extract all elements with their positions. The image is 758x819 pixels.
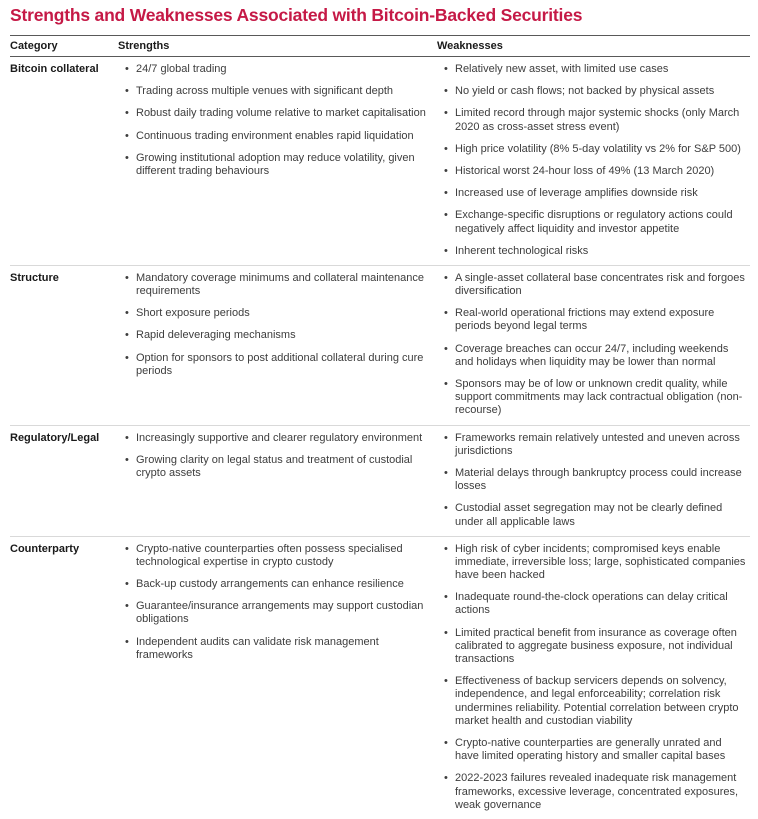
bullet-item	[118, 432, 433, 445]
column-header-category: Category	[10, 36, 118, 57]
bullet-item	[437, 737, 746, 763]
table-body	[10, 57, 750, 819]
bullet-icon: •	[444, 271, 448, 284]
weaknesses-cell	[437, 265, 750, 425]
bullet-text: Inherent technological risks	[455, 244, 589, 257]
bullet-text: Inadequate round-the-clock operations can delay critical actions	[455, 591, 728, 617]
bullet-text: Rapid deleveraging mechanisms	[136, 329, 296, 342]
table-row	[10, 536, 750, 819]
bullet-text: Continuous trading environment enables rapid liquidation	[136, 129, 414, 142]
bullet-icon: •	[444, 63, 448, 75]
bullet-text: Custodial asset segregation may not be clearly defined under all applicable laws	[455, 502, 723, 528]
category-cell: Structure	[10, 271, 59, 284]
column-header-weaknesses: Weaknesses	[437, 36, 750, 57]
category-cell: Counterparty	[10, 542, 80, 555]
category-cell: Regulatory/Legal	[10, 431, 100, 444]
strengths-list	[118, 543, 433, 662]
bullet-text: Crypto-native counterparties are generally unrated and have limited operating history and smaller capital bases	[455, 736, 726, 763]
bullet-text: Guarantee/insurance arrangements may support custodian obligations	[136, 600, 424, 626]
bullet-icon: •	[125, 63, 129, 75]
bullet-icon: •	[444, 542, 448, 555]
bullet-item	[118, 636, 433, 662]
bullet-item	[437, 543, 746, 583]
bullet-icon: •	[444, 164, 448, 177]
bullet-icon: •	[444, 431, 448, 444]
bullet-item	[118, 63, 433, 76]
bullet-item	[118, 352, 433, 378]
bullet-item	[437, 245, 746, 258]
bullet-icon: •	[444, 85, 448, 98]
bullet-text: Limited record through major systemic shocks (only March 2020 as cross-asset stress event)	[455, 107, 740, 133]
bullet-text: Relatively new asset, with limited use cases	[455, 63, 669, 75]
strengths-cell	[118, 265, 437, 425]
bullet-icon: •	[444, 187, 448, 200]
bullet-text: Exchange-specific disruptions or regulatory actions could negatively affect liquidity and investor appetite	[455, 209, 733, 235]
bullet-item	[437, 307, 746, 333]
bullet-icon: •	[125, 600, 129, 613]
weaknesses-list	[437, 543, 746, 812]
table-row	[10, 265, 750, 425]
bullet-item	[118, 130, 433, 143]
bullet-text: Mandatory coverage minimums and collateral maintenance requirements	[136, 271, 424, 298]
bullet-item	[118, 329, 433, 342]
weaknesses-cell	[437, 57, 750, 266]
bullet-item	[118, 152, 433, 178]
category-cell: Bitcoin collateral	[10, 63, 99, 75]
bullet-text: Robust daily trading volume relative to market capitalisation	[136, 107, 426, 120]
weaknesses-cell	[437, 536, 750, 819]
bullet-icon: •	[125, 129, 129, 142]
bullet-item	[437, 165, 746, 178]
bullet-icon: •	[125, 351, 129, 364]
bullet-text: Historical worst 24-hour loss of 49% (13 March 2020)	[455, 164, 715, 177]
bullet-icon: •	[125, 431, 129, 444]
bullet-text: Crypto-native counterparties often possess specialised technological expertise in crypto custody	[136, 542, 403, 568]
bullet-text: Independent audits can validate risk management frameworks	[136, 635, 379, 661]
bullet-item	[437, 432, 746, 458]
bullet-text: Back-up custody arrangements can enhance resilience	[136, 578, 404, 591]
bullet-item	[437, 143, 746, 156]
bullet-icon: •	[125, 151, 129, 164]
bullet-text: 24/7 global trading	[136, 63, 227, 75]
bullet-icon: •	[125, 635, 129, 648]
bullet-icon: •	[125, 271, 129, 284]
bullet-text: Trading across multiple venues with significant depth	[136, 85, 394, 98]
bullet-icon: •	[444, 378, 448, 390]
bullet-text: Effectiveness of backup servicers depends on solvency, independence, and legal enforceability; correlation risk undermines reliability. Potential correlation between crypto market health and custodian viability	[455, 675, 739, 727]
bullet-text: Growing institutional adoption may reduce volatility, given different trading behaviours	[136, 151, 415, 177]
bullet-text: Option for sponsors to post additional collateral during cure periods	[136, 351, 424, 377]
strengths-list	[118, 432, 433, 481]
bullet-item	[118, 600, 433, 626]
strengths-cell	[118, 425, 437, 536]
bullet-icon: •	[125, 453, 129, 466]
bullet-text: Short exposure periods	[136, 307, 250, 320]
bullet-text: A single-asset collateral base concentrates risk and forgoes diversification	[455, 271, 745, 298]
bullet-item	[118, 272, 433, 298]
bullet-text: Coverage breaches can occur 24/7, including weekends and holidays when liquidity may be lower than normal	[455, 342, 729, 368]
bullet-item	[437, 675, 746, 728]
bullet-text: Increasingly supportive and clearer regulatory environment	[136, 431, 423, 444]
bullet-item	[437, 627, 746, 667]
column-header-strengths: Strengths	[118, 36, 437, 57]
bullet-item	[437, 85, 746, 98]
bullet-icon: •	[125, 578, 129, 591]
weaknesses-list	[437, 63, 746, 258]
bullet-item	[118, 578, 433, 591]
strengths-weaknesses-table	[10, 35, 750, 819]
bullet-text: No yield or cash flows; not backed by physical assets	[455, 85, 715, 98]
bullet-text: High risk of cyber incidents; compromised keys enable immediate, irreversible loss; large, sophisticated companies have been hacked	[455, 542, 746, 582]
bullet-icon: •	[444, 244, 448, 257]
bullet-item	[437, 772, 746, 812]
bullet-icon: •	[125, 329, 129, 342]
bullet-icon: •	[444, 772, 448, 785]
bullet-text: Frameworks remain relatively untested and uneven across jurisdictions	[455, 431, 740, 457]
bullet-icon: •	[125, 307, 129, 320]
bullet-item	[437, 591, 746, 617]
bullet-text: Limited practical benefit from insurance as coverage often calibrated to aggregate business exposure, not individual transactions	[455, 626, 737, 665]
bullet-icon: •	[444, 307, 448, 320]
bullet-icon: •	[444, 466, 448, 479]
bullet-icon: •	[444, 107, 448, 120]
page-title: Strengths and Weaknesses Associated with Bitcoin-Backed Securities	[10, 5, 583, 25]
bullet-item	[437, 63, 746, 76]
bullet-item	[437, 272, 746, 298]
bullet-icon: •	[125, 542, 129, 555]
table-row	[10, 57, 750, 266]
bullet-item	[437, 107, 746, 133]
bullet-icon: •	[444, 626, 448, 639]
bullet-item	[437, 209, 746, 235]
table-row	[10, 425, 750, 536]
strengths-cell	[118, 57, 437, 266]
bullet-text: High price volatility (8% 5-day volatility vs 2% for S&P 500)	[455, 142, 741, 155]
bullet-icon: •	[444, 142, 448, 155]
bullet-item	[118, 454, 433, 480]
weaknesses-list	[437, 432, 746, 529]
bullet-text: Sponsors may be of low or unknown credit quality, while support commitments may lack contractual obligation (non-recourse)	[455, 378, 743, 417]
bullet-icon: •	[444, 209, 448, 222]
bullet-text: Real-world operational frictions may extend exposure periods beyond legal terms	[455, 307, 715, 333]
bullet-text: Material delays through bankruptcy process could increase losses	[455, 466, 742, 493]
bullet-item	[437, 187, 746, 200]
table-header-row	[10, 36, 750, 57]
bullet-item	[437, 343, 746, 369]
bullet-text: 2022-2023 failures revealed inadequate risk management frameworks, excessive leverage, concentrated exposures, weak governance	[455, 772, 739, 811]
bullet-item	[437, 502, 746, 528]
strengths-cell	[118, 536, 437, 819]
bullet-item	[118, 543, 433, 569]
strengths-list	[118, 63, 433, 178]
bullet-icon: •	[444, 736, 448, 749]
bullet-item	[118, 107, 433, 120]
bullet-item	[118, 307, 433, 320]
bullet-icon: •	[444, 342, 448, 355]
bullet-item	[437, 467, 746, 493]
bullet-icon: •	[444, 675, 448, 688]
bullet-item	[437, 378, 746, 418]
strengths-list	[118, 272, 433, 378]
bullet-item	[118, 85, 433, 98]
weaknesses-list	[437, 272, 746, 418]
bullet-text: Growing clarity on legal status and treatment of custodial crypto assets	[136, 453, 413, 479]
bullet-icon: •	[125, 85, 129, 98]
bullet-icon: •	[444, 502, 448, 515]
bullet-icon: •	[444, 591, 448, 604]
bullet-icon: •	[125, 107, 129, 120]
bullet-text: Increased use of leverage amplifies downside risk	[455, 187, 698, 200]
weaknesses-cell	[437, 425, 750, 536]
